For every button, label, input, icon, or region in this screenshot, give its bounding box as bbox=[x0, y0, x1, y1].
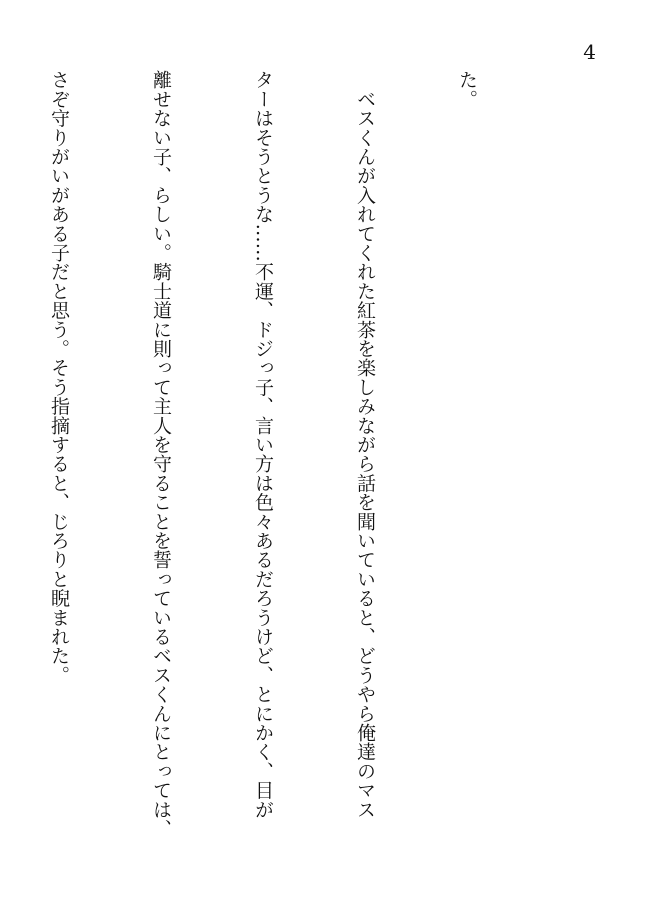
text-line: ベスくんが入れてくれた紅茶を楽しみながら話を聞いていると、どうやら俺達のマス bbox=[354, 70, 376, 819]
text-line: ターはそうとうな……不運、ドジっ子、言い方は色々あるだろうけど、とにかく、目が bbox=[252, 70, 274, 819]
page-number: 4 bbox=[583, 40, 596, 64]
text-line: さぞ守りがいがある子だと思う。そう指摘すると、じろりと睨まれた。 bbox=[48, 70, 70, 685]
vertical-text-block bbox=[0, 70, 552, 850]
text-line: た。 bbox=[456, 70, 478, 109]
text-line: 離せない子、らしい。騎士道に則って主人を守ることを誓っているベスくんにとっては、 bbox=[150, 70, 172, 838]
